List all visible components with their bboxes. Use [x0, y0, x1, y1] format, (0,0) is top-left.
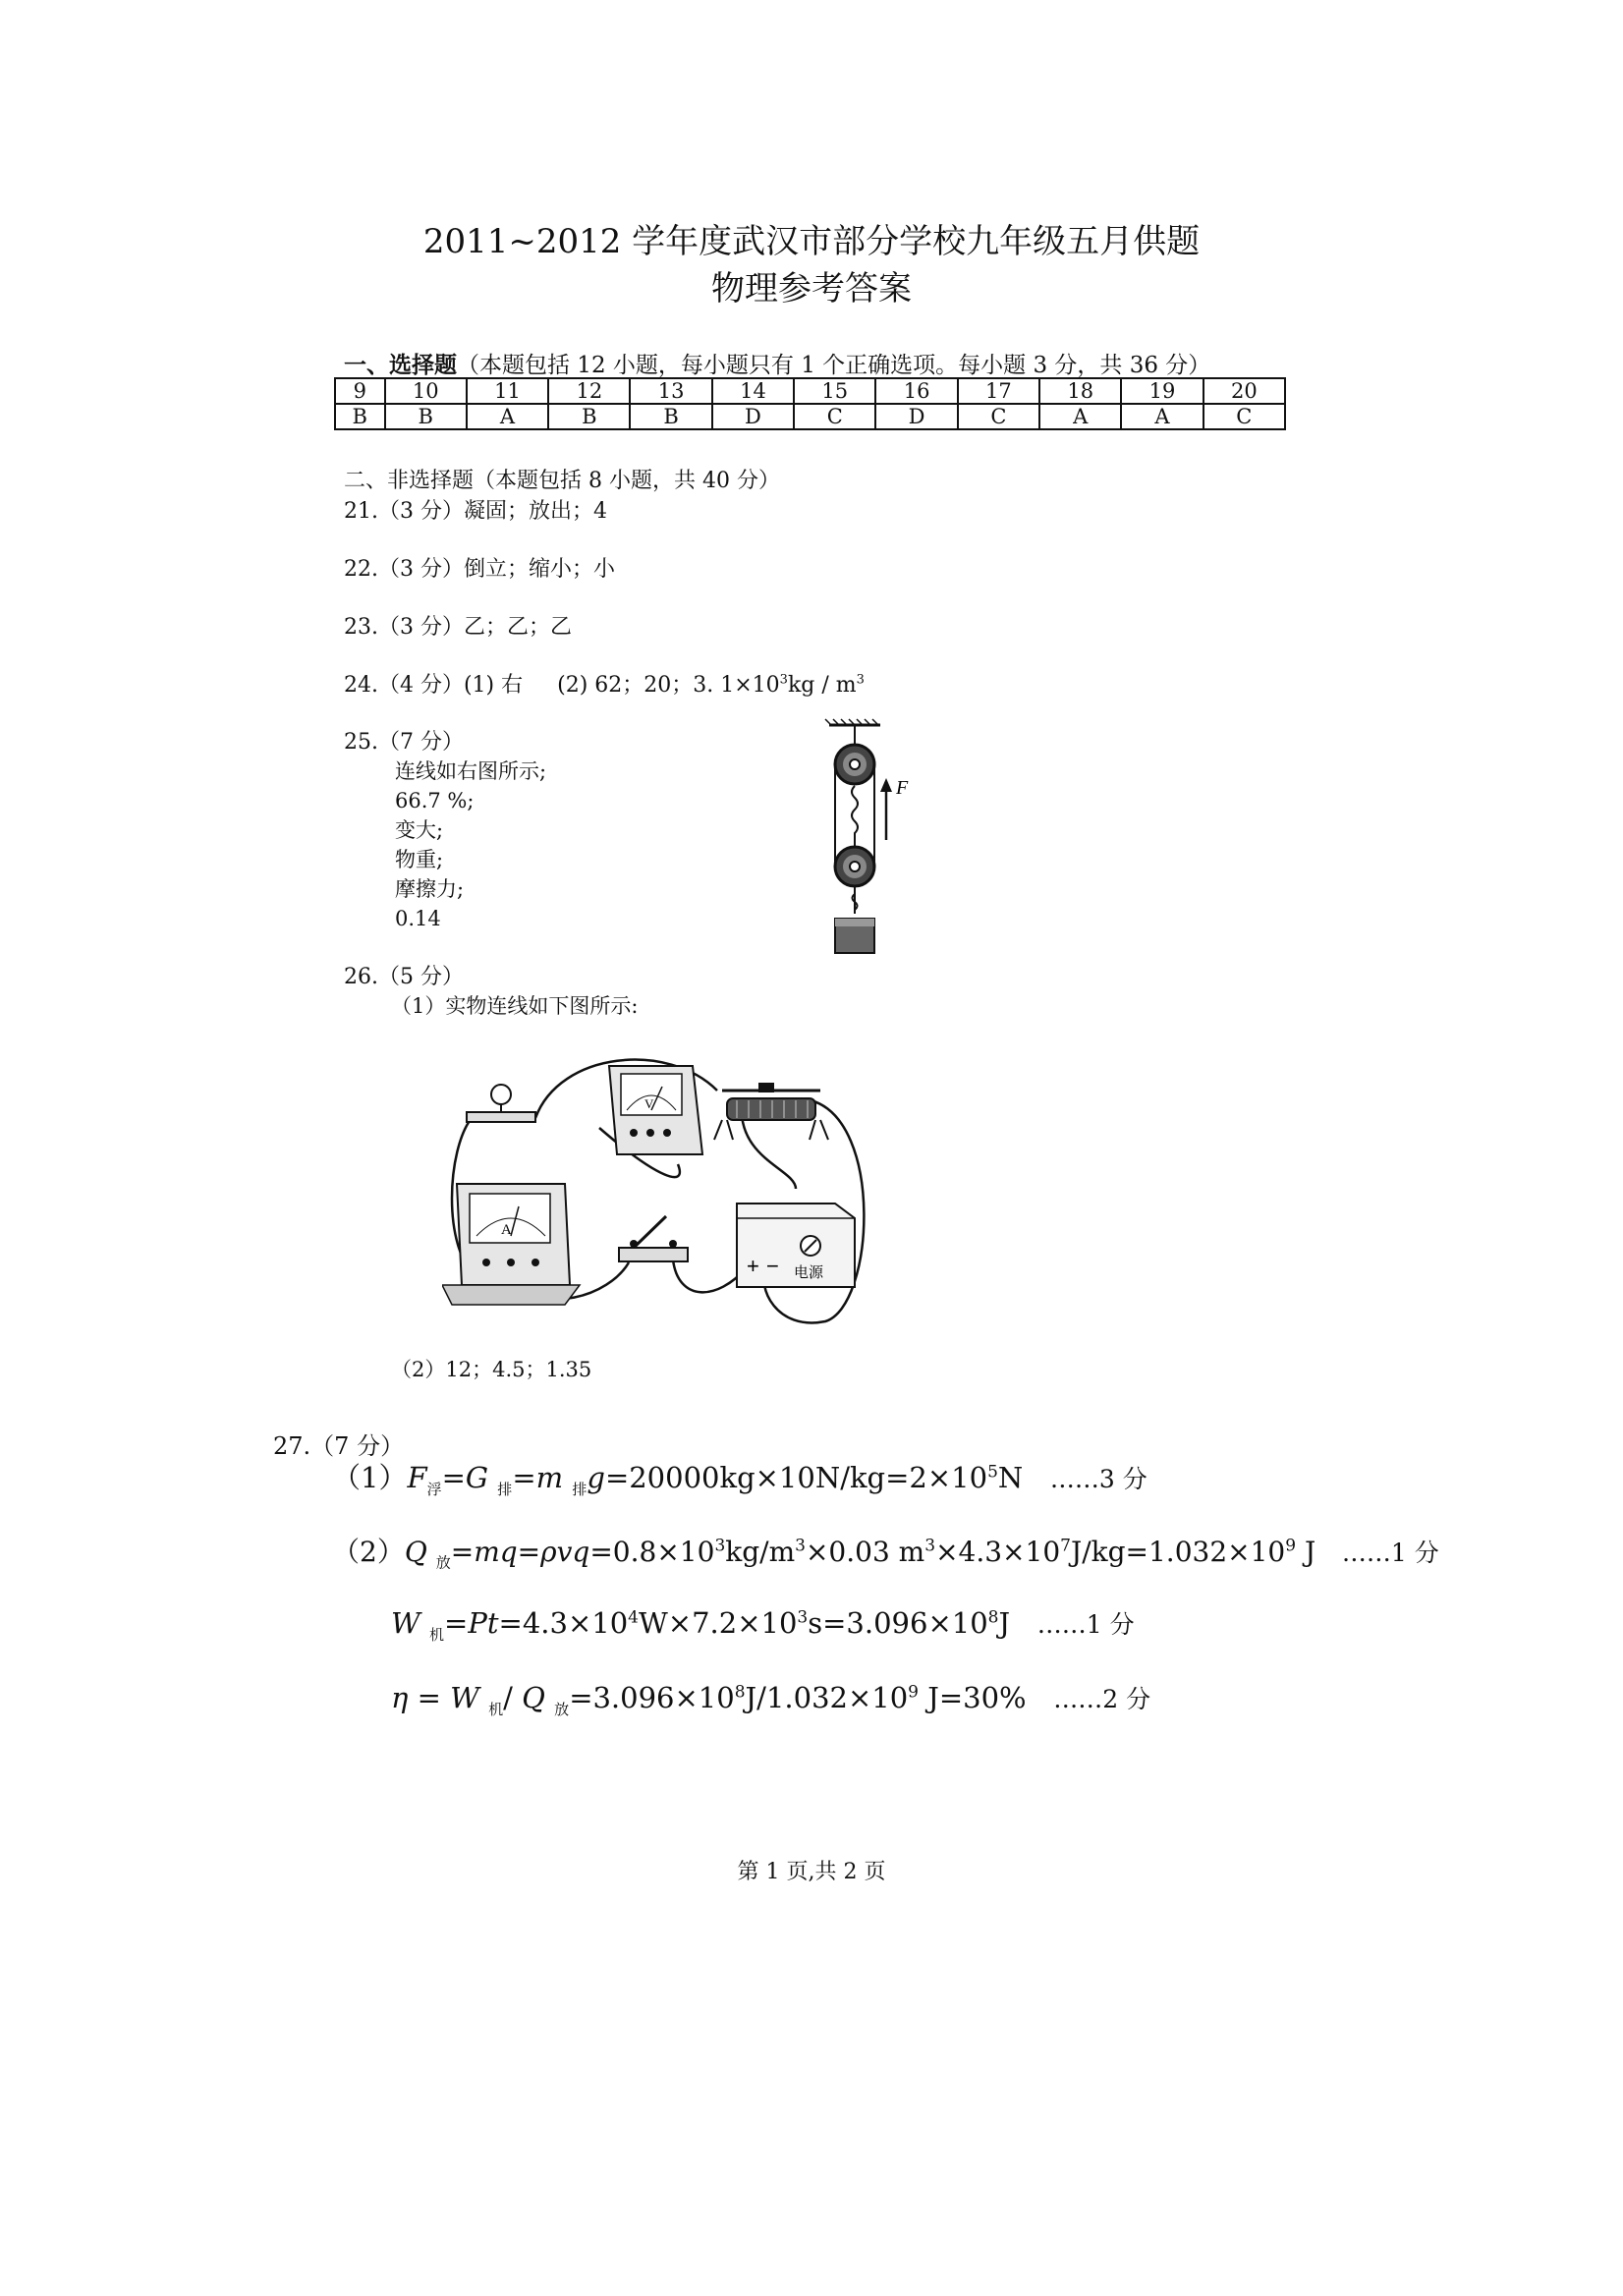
answer-24-part2: (2) 62；20；3. 1×10	[557, 673, 780, 698]
answer-24-part1: 24.（4 分）(1) 右	[344, 673, 524, 698]
eq-prefix: （2）	[332, 1536, 405, 1568]
force-label: F	[896, 777, 909, 799]
voltmeter-icon	[609, 1066, 702, 1154]
power-source-icon	[737, 1204, 855, 1287]
answer-25-head: 25.（7 分）	[344, 730, 464, 755]
answer-table	[334, 377, 1286, 430]
eq-exp: 9	[908, 1682, 919, 1703]
answer-25-list	[395, 756, 546, 933]
question-number-cell: 17	[958, 378, 1039, 404]
section1-header	[344, 347, 1210, 379]
page-subtitle: 物理参考答案	[711, 269, 912, 308]
question-number-row	[335, 378, 1285, 404]
answer-27-line4: η = W $_机$/ Q $_放=3.096\times 10^8J/1.032\times 10^9$ J=30% ……2 分	[391, 1681, 1151, 1718]
answer-cell: B	[548, 404, 630, 429]
answer-25-line: 连线如右图所示;	[395, 759, 547, 783]
answer-cell: D	[712, 404, 794, 429]
eq-prefix: （1）	[332, 1461, 408, 1494]
answer-cell: A	[467, 404, 548, 429]
eq-body: J	[998, 1606, 1011, 1640]
answer-cell: C	[958, 404, 1039, 429]
answer-row	[335, 404, 1285, 429]
eq-unit: N	[997, 1461, 1024, 1494]
eq-body: s=3.096×10	[808, 1606, 988, 1640]
answer-26-head: 26.（5 分）	[344, 965, 464, 989]
question-number-cell: 20	[1203, 378, 1285, 404]
eq-body: =4.3×10	[498, 1606, 629, 1640]
answer-25-line: 变大;	[395, 818, 444, 842]
answer-cell: A	[1039, 404, 1121, 429]
answer-cell: B	[385, 404, 467, 429]
eq-exp: 8	[734, 1682, 746, 1703]
eq-body: =3.096×10	[569, 1681, 735, 1714]
section1-heading: 一、选择题	[344, 352, 457, 378]
force-arrow-icon	[880, 778, 892, 792]
eq-body: ×0.03 m	[805, 1536, 925, 1568]
eq-body: J=30%	[919, 1681, 1027, 1714]
section2-heading: 二、非选择题（本题包括 8 小题，共 40 分）	[344, 469, 780, 493]
eq-exp: 9	[1285, 1536, 1297, 1556]
ammeter-label: A	[501, 1222, 512, 1238]
eq-exp: 7	[1060, 1536, 1071, 1556]
eq-body: =0.8×10	[589, 1536, 715, 1568]
answer-26-line2: （2）12；4.5；1.35	[391, 1358, 592, 1381]
answer-27-line3: W $_机=Pt=4.3\times 10^4W\times 7.2\times 10^3s=3.096\times 10^8J$ ……1 分	[391, 1606, 1135, 1644]
circuit-diagram	[442, 1041, 874, 1326]
answer-25-line: 66.7 %;	[395, 789, 475, 812]
question-number-cell: 10	[385, 378, 467, 404]
question-number-cell: 9	[335, 378, 385, 404]
switch-icon	[619, 1216, 688, 1261]
eq-body: ×4.3×10	[935, 1536, 1061, 1568]
ammeter-icon	[442, 1184, 580, 1305]
rheostat-icon	[714, 1083, 828, 1140]
answer-27-line1: $(1)F_浮=G$ $_排$=m $_排g=20000kg\times 10N/kg=2\times 10^5N$ ……3 分	[332, 1461, 1147, 1498]
eq-exp: 5	[987, 1462, 998, 1483]
eq-body: =20000kg×10N/kg=2×10	[604, 1461, 988, 1494]
question-number-cell: 12	[548, 378, 630, 404]
eq-exp: 3	[795, 1536, 806, 1556]
answer-cell: A	[1121, 404, 1203, 429]
answer-24	[344, 668, 865, 699]
eq-body: J/1.032×10	[745, 1681, 909, 1714]
question-number-cell: 18	[1039, 378, 1121, 404]
eq-exp: 3	[924, 1536, 936, 1556]
eq-score: ……1 分	[1341, 1539, 1439, 1567]
answer-23: 23.（3 分）乙；乙；乙	[344, 615, 572, 640]
answer-cell: B	[630, 404, 711, 429]
question-number-cell: 14	[712, 378, 794, 404]
lamp-icon	[467, 1085, 535, 1122]
source-plus-label: +	[747, 1254, 759, 1278]
answer-25-line: 0.14	[395, 907, 441, 930]
eq-exp: 4	[628, 1607, 639, 1628]
answer-cell: C	[1203, 404, 1285, 429]
answer-24-unit: kg / m	[787, 673, 857, 698]
answer-25-line: 摩擦力;	[395, 877, 465, 901]
eq-body: W×7.2×10	[638, 1606, 798, 1640]
eq-exp: 3	[797, 1607, 809, 1628]
answer-24-exp2: 3	[856, 672, 865, 688]
question-number-cell: 19	[1121, 378, 1203, 404]
answer-22: 22.（3 分）倒立；缩小；小	[344, 557, 615, 582]
answer-27-line2: （2）Q $_放=mq=\rho vq=0.8\times 10^3kg/m^3\times 0.03$ $m^3\times 4.3\times 10^7J/kg=1.032\times 10^9$ J ……1 分	[332, 1536, 1439, 1572]
eq-score: ……3 分	[1049, 1465, 1147, 1493]
eq-exp: 3	[714, 1536, 726, 1556]
question-number-cell: 13	[630, 378, 711, 404]
question-number-cell: 15	[794, 378, 875, 404]
question-number-cell: 11	[467, 378, 548, 404]
section1-note: （本题包括 12 小题，每小题只有 1 个正确选项。每小题 3 分，共 36 分）	[457, 353, 1211, 378]
page-title: 2011~2012 学年度武汉市部分学校九年级五月供题	[422, 222, 1201, 261]
pulley-diagram	[815, 717, 923, 958]
eq-score: ……2 分	[1053, 1685, 1151, 1713]
answer-27-head: 27.（7 分）	[273, 1432, 405, 1460]
voltmeter-label: V	[644, 1096, 654, 1111]
source-minus-label: −	[766, 1254, 779, 1278]
eq-exp: 8	[987, 1607, 999, 1628]
question-number-cell: 16	[875, 378, 957, 404]
answer-26-line1: （1）实物连线如下图所示:	[391, 994, 639, 1018]
answer-cell: C	[794, 404, 875, 429]
source-label: 电源	[794, 1263, 824, 1281]
answer-cell: B	[335, 404, 385, 429]
answer-24-exp: 3	[779, 672, 788, 688]
eq-body: J/kg=1.032×10	[1070, 1536, 1286, 1568]
answer-25-line: 物重;	[395, 848, 444, 871]
page-footer: 第 1 页,共 2 页	[737, 1860, 886, 1884]
eq-score: ……1 分	[1036, 1610, 1135, 1639]
answer-21: 21.（3 分）凝固；放出；4	[344, 499, 607, 524]
eq-body: kg/m	[725, 1536, 796, 1568]
answer-cell: D	[875, 404, 957, 429]
eq-body: J	[1296, 1536, 1316, 1568]
